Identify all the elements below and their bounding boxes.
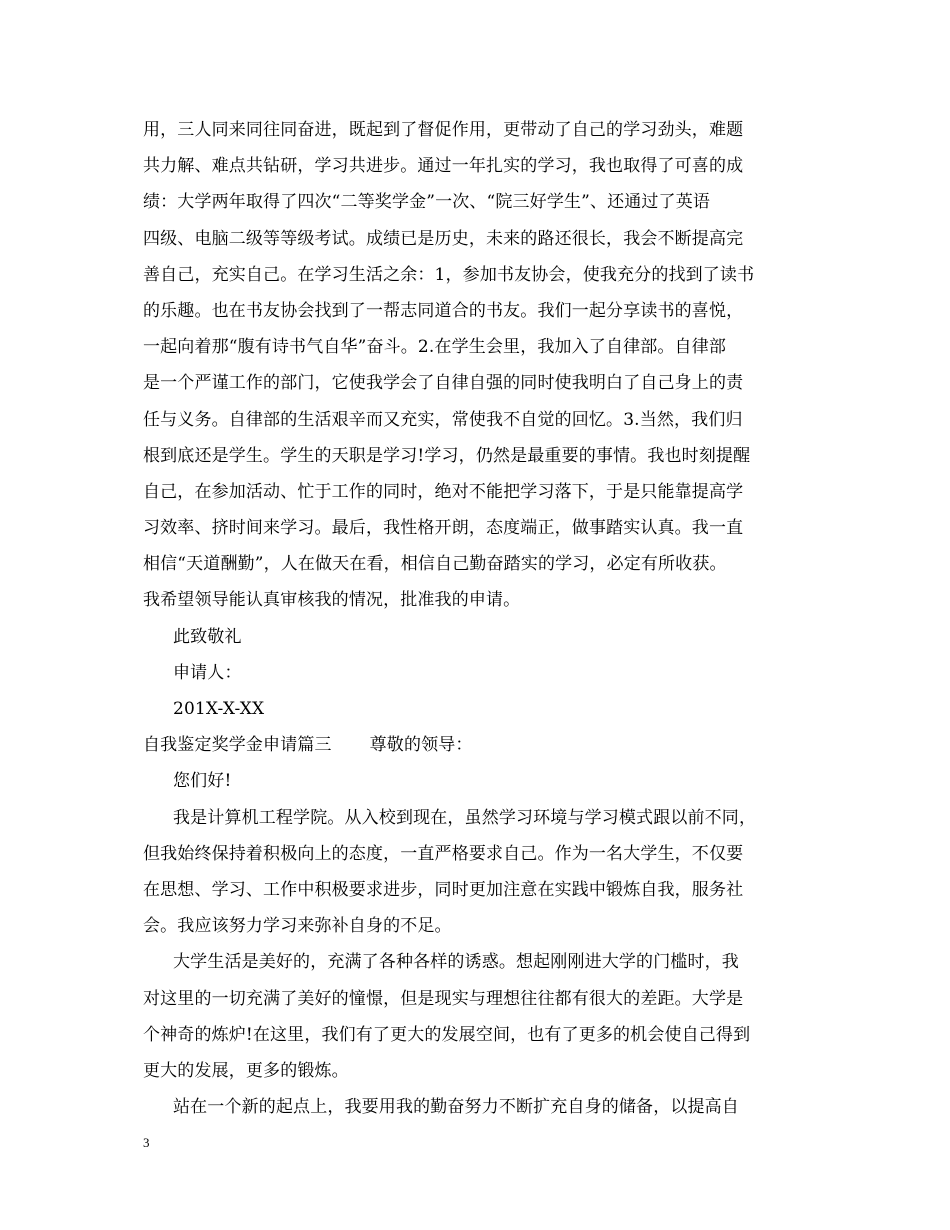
- application-date: 201X-X-XX: [173, 699, 265, 719]
- closing-salutation: 此致敬礼: [173, 626, 242, 647]
- text-line-3: 绩：大学两年取得了四次“二等奖学金”一次、“院三好学生”、还通过了英语: [143, 192, 711, 213]
- text-line-2: 共力解、难点共钻研，学习共进步。通过一年扎实的学习，我也取得了可喜的成: [143, 156, 744, 177]
- paragraph-1-line-3: 在思想、学习、工作中积极要求进步，同时更加注意在实践中锻炼自我，服务社: [143, 879, 744, 900]
- text-line-13: 相信“天道酬勤”，人在做天在看，相信自己勤奋踏实的学习，必定有所收获。: [143, 554, 727, 575]
- text-line-7: 一起向着那“腹有诗书气自华”奋斗。2.在学生会里，我加入了自律部。自律部: [143, 337, 726, 358]
- paragraph-2-line-4: 更大的发展，更多的锻炼。: [143, 1060, 349, 1081]
- paragraph-2-line-2: 对这里的一切充满了美好的憧憬，但是现实与理想往往都有很大的差距。大学是: [143, 988, 744, 1009]
- section-heading: 自我鉴定奖学金申请篇三: [143, 735, 332, 756]
- text-line-1: 用，三人同来同往同奋进，既起到了督促作用，更带动了自己的学习劲头，难题: [143, 120, 744, 140]
- paragraph-1-line-2: 但我始终保持着积极向上的态度，一直严格要求自己。作为一名大学生，不仅要: [143, 843, 744, 864]
- text-line-8: 是一个严谨工作的部门，它使我学会了自律自强的同时使我明白了自己身上的责: [143, 373, 744, 394]
- text-line-11: 自己，在参加活动、忙于工作的同时，绝对不能把学习落下，于是只能靠提高学: [143, 481, 744, 502]
- paragraph-2-line-1: 大学生活是美好的，充满了各种各样的诱惑。想起刚刚进大学的门槛时，我: [173, 952, 739, 973]
- text-line-14: 我希望领导能认真审核我的情况，批准我的申请。: [143, 590, 521, 611]
- text-line-10: 根到底还是学生。学生的天职是学习!学习，仍然是最重要的事情。我也时刻提醒: [143, 445, 751, 466]
- page-number: 3: [143, 1135, 150, 1150]
- text-line-6: 的乐趣。也在书友协会找到了一帮志同道合的书友。我们一起分享读书的喜悦，: [143, 300, 744, 321]
- text-line-12: 习效率、挤时间来学习。最后，我性格开朗，态度端正，做事踏实认真。我一直: [143, 518, 744, 539]
- text-line-4: 四级、电脑二级等等级考试。成绩已是历史，未来的路还很长，我会不断提高完: [143, 228, 744, 249]
- greeting-recipient: 尊敬的领导：: [369, 735, 473, 756]
- greeting: 您们好!: [173, 771, 232, 792]
- paragraph-2-line-3: 个神奇的炼炉!在这里，我们有了更大的发展空间，也有了更多的机会使自己得到: [143, 1024, 751, 1045]
- paragraph-1-line-1: 我是计算机工程学院。从入校到现在，虽然学习环境与学习模式跟以前不同，: [173, 807, 757, 828]
- text-line-5: 善自己，充实自己。在学习生活之余：1，参加书友协会，使我充分的找到了读书: [143, 264, 755, 285]
- text-line-9: 任与义务。自律部的生活艰辛而又充实，常使我不自觉的回忆。3.当然，我们归: [143, 409, 743, 430]
- applicant-label: 申请人：: [173, 662, 242, 683]
- section-heading-line: [143, 727, 815, 763]
- paragraph-3-line-1: 站在一个新的起点上，我要用我的勤奋努力不断扩充自身的储备，以提高自: [173, 1097, 739, 1118]
- paragraph-1-line-4: 会。我应该努力学习来弥补自身的不足。: [143, 916, 452, 937]
- document-body: [143, 112, 815, 1125]
